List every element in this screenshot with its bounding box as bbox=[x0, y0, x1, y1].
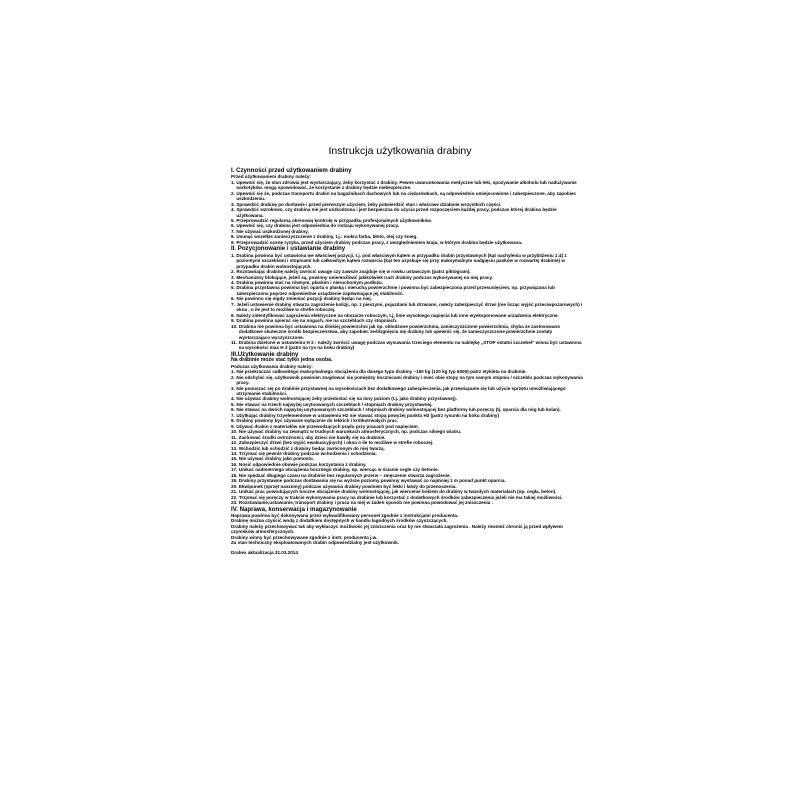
list-item-text: Ekwipunek (sprzęt naszomy) podczas używania drabiny powinien być lekki i łatwy do przenoszenia. bbox=[238, 483, 457, 489]
list-item-text: Drabina dzielone w ustawieniu H 2 : należy zwrócić uwagę podczas wysuwania trzeciego elementu na naklejkę „STOP ostatni szczebel” winna być ustawiona na wysokości max H 3 (patrz na rys na boku drabiny) bbox=[238, 339, 582, 351]
section-bold-line: Na drabinie może stać tylko jedna osoba. bbox=[231, 357, 333, 364]
document-title: Instrukcja użytkowania drabiny bbox=[328, 145, 472, 157]
list-item-text: Usunąć wszelkie zanieczyszczenie z drabiny, t.j.: mokra farba, błoto, olej czy śnieg. bbox=[236, 234, 418, 240]
list-item-text: Unikać nadmiernego obciążenia bocznego drabiny, np. wiercąc w ścianie cegle czy betonie. bbox=[238, 467, 439, 473]
list-item-text: Trzymać się pewnie drabiny podczas wchodzenia i schodzenia. bbox=[238, 450, 377, 456]
list-item-text: Przeprowadzić ocenę ryzyka, przed użyciem drabiny podczas pracy, z uwzględnieniem kraju, w którym drabina będzie użytkowana. bbox=[236, 239, 523, 245]
list-item-number: 22. bbox=[231, 494, 238, 500]
list-item-number: 23. bbox=[231, 500, 238, 506]
list-item-number: 8. bbox=[231, 234, 235, 240]
document-body bbox=[231, 168, 583, 555]
list-item-number: 8. bbox=[231, 312, 235, 318]
list-item-number: 20. bbox=[231, 483, 238, 489]
list-item-text: Trzymać się poręczy w trakcie wykonywania pracy na drabinie lub korzystać z dodatkowych środków zabezpieczenia jeżeli nie ma takiej możliwości. bbox=[238, 494, 563, 500]
list-item-text: Drabina nie powinna być ustawiona na śliskiej powierzchni jak np. oblodzone powierzchnia, zanieczyszczone powierzchnia, chyba że zastosowano dodatkowe skuteczne środki bezpieczeństwa, aby zapobiec ześlizgnięciu się drabiny lub upewnić się, że zanieczyszczone powierzchnie zostały wystarczająco wyczyszczone. bbox=[238, 323, 561, 340]
list-item bbox=[231, 191, 583, 202]
list-item-number: 7. bbox=[231, 412, 235, 418]
list-item-number: 7. bbox=[231, 228, 235, 234]
section-list bbox=[231, 180, 583, 245]
list-item-text: Sprawdzić wzrokowo, czy drabina nie jest uszkodzona i jest bezpieczna do użycia przed rozpoczęciem każdej pracy, podczas której drabina będzie użytkowana. bbox=[236, 207, 557, 218]
section-list bbox=[231, 253, 583, 351]
list-item-number: 18. bbox=[231, 472, 238, 478]
section-1 bbox=[231, 168, 583, 245]
section-paragraph: Drabiny należy przechowywać tak aby wykluczyć możliwość jej zniszczenia oraz by nie stwarzała zagrożenia . Należy również chronić ją przed wpływem czynników atmosferycznych. bbox=[231, 523, 563, 535]
list-item bbox=[231, 285, 583, 296]
list-item-number: 2. bbox=[231, 269, 235, 275]
list-item-number: 1. bbox=[231, 252, 235, 258]
list-item-number: 4. bbox=[231, 396, 235, 402]
list-item-number: 6. bbox=[231, 407, 235, 413]
list-item bbox=[231, 386, 583, 397]
list-item-text: Nie spędzać długiego czasu na drabinie bez regularnych przerw – zmęczenie stwarza zagrożenie. bbox=[238, 472, 451, 478]
section-heading: I. Czynności przed użytkowaniem drabiny bbox=[231, 167, 352, 174]
list-item bbox=[231, 253, 583, 269]
list-item-text: Drabiny przystawne podczas dostawania się na wyższe poziomy powinny wystawać co najmniej 1 m ponad punkt oparcia. bbox=[238, 478, 506, 484]
list-item-number: 3. bbox=[231, 201, 235, 207]
list-item-number: 1. bbox=[231, 179, 235, 185]
section-intro: Przed użytkowaniem drabiny należy: bbox=[231, 174, 311, 180]
list-item-text: Nosić odpowiednie obuwie podczas korzystania z drabiny. bbox=[238, 461, 367, 467]
list-item-text: Nie używać drabiny wolnostojącej żeby przedostać się na inny poziom (t.j. jako drabiny przystawnej). bbox=[236, 396, 457, 402]
list-item-number: 11. bbox=[231, 339, 238, 345]
list-item-number: 21. bbox=[231, 489, 238, 495]
list-item-number: 8. bbox=[231, 418, 235, 424]
list-item-number: 14. bbox=[231, 450, 238, 456]
list-item bbox=[231, 340, 583, 351]
list-item bbox=[231, 180, 583, 191]
list-item-number: 9. bbox=[231, 318, 235, 324]
document-footer: Drabex aktualizacja 31.03.2014 bbox=[231, 549, 298, 555]
list-item-text: Wchodzić lub schodzić z drabiny będąc zwróconym do niej twarzą. bbox=[238, 445, 385, 451]
list-item-number: 6. bbox=[231, 223, 235, 229]
list-item bbox=[231, 302, 583, 313]
section-heading: III.Użytkowanie drabiny bbox=[231, 350, 299, 358]
list-item-number: 16. bbox=[231, 461, 238, 467]
list-item-text: Nie stawać na trzech najwyżej usytuowanych szczeblach / stopniach drabiny przystawnej. bbox=[236, 401, 433, 407]
list-item-text: Mechanizmy blokujące, jeżeli są, powinny uniemożliwić jakikolwiek ruch drabiny podczas wykonywanej na niej pracy. bbox=[236, 274, 493, 280]
list-item-text: Nie używać drabiny jako pomostu. bbox=[238, 456, 314, 462]
list-item-number: 11. bbox=[231, 434, 238, 440]
list-item-text: Używać drabin z materiałów nie przewodzących prądu przy pracach pod napięciem. bbox=[236, 423, 419, 429]
section-2 bbox=[231, 246, 583, 351]
list-item-number: 12. bbox=[231, 440, 238, 446]
list-item-number: 1. bbox=[231, 369, 235, 375]
list-item-text: Sprawdzić drabinę po dostawie i przed pierwszym użyciem, żeby potwierdzić stan i właściwe działanie wszystkich części. bbox=[236, 201, 502, 207]
list-item-text: Drabiny powinny być używane wyłącznie do lekkich i krótkotrwałych prac. bbox=[236, 418, 399, 424]
list-item-text: Przeprowadzić regularną okresową kontrolę w przypadku profesjonalnych użytkowników. bbox=[236, 218, 432, 224]
list-item-number: 10. bbox=[231, 429, 238, 435]
list-item-number: 9. bbox=[231, 239, 235, 245]
list-item-text: Należy zidentyfikować zagrożenia elektryczne na obszarze roboczym, t.j. linie wysokiego napięcia lub inne wyeksponowane urządzenia elektryczne. bbox=[236, 312, 559, 318]
list-item-number: 17. bbox=[231, 467, 238, 473]
list-item-text: Nie ponuszać się po drabinie przystawnej na wysokościach bez dodatkowego zabezpieczenia, jak przewiązanie się lub użycie sprzętu umożliwiającego utrzymanie stabilności. bbox=[236, 385, 566, 396]
list-item-text: Nie przekraczać całkowitego maksymalnego obciążenia dla danego typu drabiny –150 kg (120 kg typ 6000)-patrz etykieta na drabinie. bbox=[236, 369, 527, 375]
section-heading: II. Pozycjonowanie i ustawianie drabiny bbox=[231, 245, 346, 253]
list-item-number: 2. bbox=[231, 190, 235, 196]
list-item-text: Nie używać drabiny na zewnątrz w trudnych warunkach atmosferycznych, np. podczas silnego wiatru. bbox=[238, 429, 462, 435]
section-3 bbox=[231, 352, 583, 506]
list-item-number: 4. bbox=[231, 279, 235, 285]
section-paragraph: Naprawa powinna być dokonywana przez wykwalifikowany personel zgodnie z instrukcjami producenta. bbox=[231, 512, 459, 518]
list-item-text: Upewnić się że, podczas transportu drabin na bagażnikach dachowych lub na ciężarówkach, są odpowiednio umiejscowione i zabezpieczone, aby zapobiec uszkodzeniu. bbox=[236, 190, 577, 202]
list-item-number: 6. bbox=[231, 296, 235, 302]
list-item-number: 5. bbox=[231, 285, 235, 291]
list-item-number: 19. bbox=[231, 478, 238, 484]
list-item-text: Rozstawiając drabinę należy zwrócić uwagę czy zawsze znajduje się w rowku ustawczym (patrz piktogram). bbox=[236, 269, 471, 275]
list-item-text: Upewnić się, że stan zdrowia jest wystarczający, żeby korzystać z drabiny. Pewne uwarunkowania medyczne lub leki, spożywanie alkoholu lub nadużywanie narkotyków. mogą spowodować, że korzystanie z drabiny będzie niebezpieczne. bbox=[236, 179, 577, 191]
list-item-text: Nie odchylać się, użytkownik powinien znajdować się pomiędzy bocznicami drabiny i mieć obie stopy na tym samym stopniu / szczeblu podczas wykonywania pracy. bbox=[236, 374, 583, 386]
list-item bbox=[231, 500, 583, 505]
section-heading: IV. Naprawa, konserwacja i magazynowanie bbox=[231, 505, 357, 513]
list-item-text: Drabina przystawna powinna być oparta o płaską i nieruchą powierzchnię i powinna być zabezpieczona przed przesunięciem, np. przywiązana lub zabezpieczona poprzez odpowiednie urządzenie zapewniające jej stabilność. bbox=[236, 285, 555, 296]
list-item-number: 13. bbox=[231, 445, 238, 451]
list-item-number: 5. bbox=[231, 401, 235, 407]
section-4 bbox=[231, 507, 583, 546]
list-item-text: Nie powinno się nigdy zmieniać pozycji drabiny będąc na niej. bbox=[236, 296, 372, 302]
section-paragraph: Drabiny winny być przechowywane zgodnie z instr. producenta j.w. bbox=[231, 534, 378, 540]
list-item-number: 4. bbox=[231, 207, 235, 213]
list-item-number: 5. bbox=[231, 218, 235, 224]
list-item-number: 9. bbox=[231, 423, 235, 429]
list-item bbox=[231, 324, 583, 340]
list-item-number: 2. bbox=[231, 374, 235, 380]
section-intro: Podczas użytkowania drabiny należy: bbox=[231, 363, 313, 369]
list-item-text: Drabina powinna stać na równym, płaskim i nieruchomym podłożu. bbox=[236, 279, 384, 285]
list-item-text: Rozstawianie,ustawianie, transport drabiny i praca na niej w żaden sposób nie powinna powodować jej zniszczenia . bbox=[238, 500, 493, 506]
list-item-text: Drabina powinna być ustawiona we właściwej pozycji, t.j. pod właściwym kątem w przypadku drabin przystawnych (kąt nachylenia w przybliżeniu 1:4) z poziomymi szczeblami i stopniami lub całkowitym kątem rozwarcia (kąt ten uzyskuje się przy maksymalnym nadgięciu pasków w rozwartej drabinie) w przypadku drabin wolnostojących. bbox=[236, 252, 567, 269]
list-item-number: 7. bbox=[231, 301, 235, 307]
list-item-text: Upewnić się, czy drabina jest odpowiednia do rodzaju wykonywanej pracy. bbox=[236, 223, 400, 229]
list-item-number: 15. bbox=[231, 456, 238, 462]
list-item bbox=[231, 375, 583, 386]
list-item bbox=[231, 207, 583, 218]
list-item-text: Zabezpieczyć drzwi (bez wyjść ewakuacyjnych) i okna o ile to możliwe w strefie roboczej. bbox=[238, 440, 434, 446]
list-item-number: 3. bbox=[231, 385, 235, 391]
list-item-text: Jeżeli ustawienie drabiny stwarza zagrożenie kolizji, np. z pieszymi, pojazdami lub drzwiami, należy zabezpieczyć drzwi (nie licząc wyjść przeciwpożarowych) i okna , o ile jest to możliwe w strefie roboczej. bbox=[236, 301, 583, 313]
list-item-text: Nie używać uszkodzonej drabiny. bbox=[236, 228, 309, 234]
list-item-number: 3. bbox=[231, 274, 235, 280]
list-item-text: Drabina powinna opierać się na nogach, nie na szczeblach czy stopniach. bbox=[236, 318, 398, 324]
list-item-text: Unikać prac powodujących boczne obciążenie drabiny wolnostojącej, jak wiercenie bokiem do drabiny w twardych materiałach (np. cegła, beton). bbox=[238, 489, 557, 495]
list-item-text: Użytkując drabiny trzyelementowe w ustawieniu H2 nie stawać stopą powyżej punktu H3 (patrz rysunki na boku drabiny) bbox=[236, 412, 500, 418]
list-item-text: Nie stawać na dwóch najwyżej usytuowanych szczeblach / stopniach drabiny wolnostojącej bez platformy lub poręczy (tj. oparcia dla nóg lub kolan). bbox=[236, 407, 561, 413]
section-paragraph: Drabinę można czyścić wodą z dodatkiem dostępnych w handlu łagodnych środków czyszczących. bbox=[231, 518, 448, 524]
list-item-text: Zachować środki ostrożności, aby dzieci nie bawiły się na drabinie. bbox=[238, 434, 386, 440]
section-paragraph: Za stan techniczny eksploatowanych drabin odpowiedzialny jest użytkownik. bbox=[231, 540, 399, 546]
list-item-number: 10. bbox=[231, 323, 238, 329]
section-list bbox=[231, 369, 583, 505]
